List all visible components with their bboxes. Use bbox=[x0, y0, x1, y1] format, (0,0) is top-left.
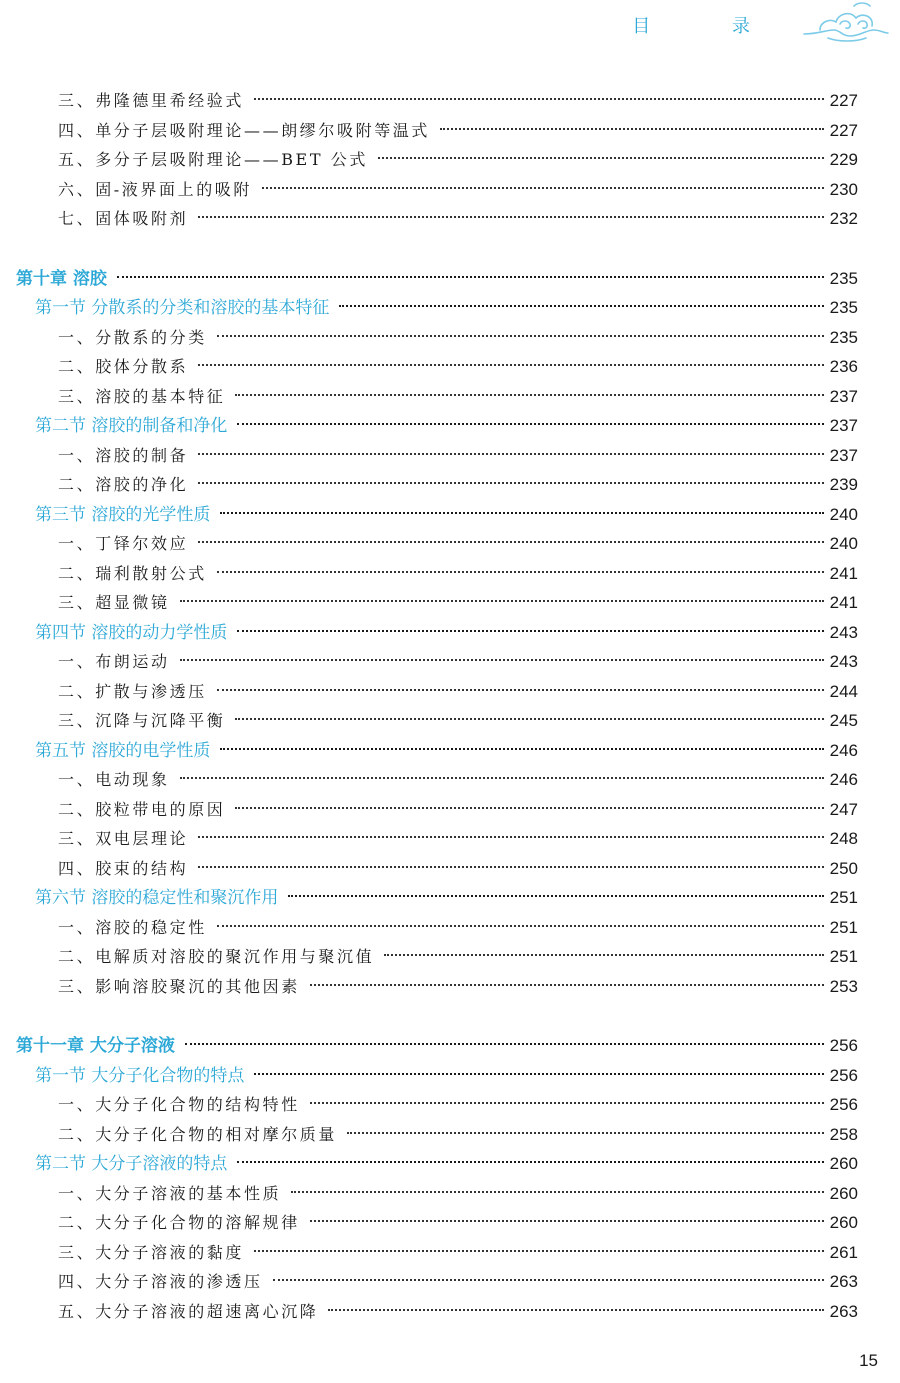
toc-entry-page: 237 bbox=[829, 416, 858, 435]
toc-item-entry[interactable] bbox=[16, 1238, 858, 1268]
dot-leader bbox=[440, 128, 824, 130]
dot-leader bbox=[310, 1220, 824, 1222]
toc-section-entry[interactable] bbox=[16, 1061, 858, 1091]
toc-item-entry[interactable] bbox=[16, 765, 858, 795]
toc-section-entry[interactable] bbox=[16, 736, 858, 766]
dot-leader bbox=[328, 1309, 823, 1311]
toc-entry-page: 237 bbox=[829, 386, 858, 406]
toc-entry-page: 251 bbox=[829, 888, 858, 907]
dot-leader bbox=[198, 836, 823, 838]
dot-leader bbox=[291, 1191, 823, 1193]
toc-item-entry[interactable] bbox=[16, 382, 858, 412]
toc-entry-title: 第四节 溶胶的动力学性质 bbox=[35, 622, 228, 643]
toc-item-entry[interactable] bbox=[16, 352, 858, 382]
toc-entry-title: 第一节 分散系的分类和溶胶的基本特征 bbox=[35, 298, 330, 318]
dot-leader bbox=[198, 541, 823, 543]
toc-entry-page: 230 bbox=[829, 179, 858, 199]
toc-entry-title: 第十章 溶胶 bbox=[16, 268, 107, 289]
dot-leader bbox=[217, 571, 824, 573]
dot-leader bbox=[254, 1250, 824, 1252]
cloud-ornament-icon bbox=[800, 0, 890, 44]
dot-leader bbox=[220, 512, 823, 514]
dot-leader bbox=[235, 394, 823, 396]
toc-entry-title: 一、分散系的分类 bbox=[58, 327, 207, 347]
toc-item-entry[interactable] bbox=[16, 323, 858, 353]
toc-entry-title: 二、大分子化合物的相对摩尔质量 bbox=[58, 1124, 338, 1144]
toc-item-entry[interactable] bbox=[16, 1297, 858, 1327]
dot-leader bbox=[198, 866, 823, 868]
toc-entry-title: 第三节 溶胶的光学性质 bbox=[35, 504, 211, 525]
toc-entry-title: 三、弗隆德里希经验式 bbox=[58, 91, 245, 110]
dot-leader bbox=[217, 689, 824, 691]
toc-item-entry[interactable] bbox=[16, 1090, 858, 1120]
toc-entry-title: 三、双电层理论 bbox=[58, 829, 189, 848]
toc-entry-title: 二、大分子化合物的溶解规律 bbox=[58, 1213, 300, 1232]
toc-entry-title: 一、大分子溶液的基本性质 bbox=[58, 1183, 282, 1203]
toc-section-entry[interactable] bbox=[16, 293, 858, 323]
toc-entry-page: 260 bbox=[829, 1154, 858, 1173]
dot-leader bbox=[185, 1043, 824, 1045]
toc-entry-title: 第六节 溶胶的稳定性和聚沉作用 bbox=[35, 888, 279, 908]
toc-item-entry[interactable] bbox=[16, 1179, 858, 1209]
toc-entry-title: 五、大分子溶液的超速离心沉降 bbox=[58, 1301, 319, 1321]
dot-leader bbox=[237, 1161, 823, 1163]
toc-entry-title: 二、溶胶的净化 bbox=[58, 475, 189, 494]
toc-entry-title: 三、沉降与沉降平衡 bbox=[58, 711, 226, 730]
dot-leader bbox=[217, 335, 824, 337]
toc-entry-title: 三、超显微镜 bbox=[58, 593, 170, 612]
toc-chapter-entry[interactable] bbox=[16, 1031, 858, 1061]
toc-entry-title: 一、丁铎尔效应 bbox=[58, 534, 189, 553]
toc-entry-title: 一、电动现象 bbox=[58, 770, 170, 789]
toc-item-entry[interactable] bbox=[16, 441, 858, 471]
toc-entry-page: 263 bbox=[829, 1272, 858, 1291]
toc-entry-page: 240 bbox=[829, 504, 858, 524]
toc-entry-page: 256 bbox=[829, 1036, 858, 1055]
dot-leader bbox=[237, 630, 823, 632]
toc-entry-page: 253 bbox=[829, 976, 858, 996]
toc-chapter-entry[interactable] bbox=[16, 264, 858, 294]
dot-leader bbox=[180, 777, 824, 779]
toc-entry-page: 240 bbox=[829, 534, 858, 553]
toc-spacer bbox=[16, 1001, 858, 1031]
table-of-contents bbox=[16, 86, 858, 1326]
toc-entry-page: 250 bbox=[829, 858, 858, 878]
toc-entry-title: 一、溶胶的制备 bbox=[58, 445, 189, 465]
toc-entry-title: 七、固体吸附剂 bbox=[58, 209, 189, 228]
dot-leader bbox=[198, 453, 823, 455]
toc-entry-page: 239 bbox=[829, 475, 858, 494]
toc-entry-page: 261 bbox=[829, 1242, 858, 1262]
dot-leader bbox=[310, 1102, 824, 1104]
dot-leader bbox=[117, 276, 824, 278]
toc-entry-title: 三、影响溶胶聚沉的其他因素 bbox=[58, 976, 300, 996]
toc-section-entry[interactable] bbox=[16, 883, 858, 913]
dot-leader bbox=[254, 1073, 823, 1075]
toc-entry-title: 第一节 大分子化合物的特点 bbox=[35, 1065, 245, 1086]
toc-entry-title: 二、胶体分散系 bbox=[58, 357, 189, 376]
toc-item-entry[interactable] bbox=[16, 677, 858, 707]
dot-leader bbox=[254, 98, 824, 100]
toc-entry-page: 251 bbox=[829, 947, 858, 966]
toc-section-entry[interactable] bbox=[16, 500, 858, 530]
toc-entry-page: 236 bbox=[829, 357, 858, 376]
toc-section-entry[interactable] bbox=[16, 618, 858, 648]
toc-section-entry[interactable] bbox=[16, 1149, 858, 1179]
toc-section-entry[interactable] bbox=[16, 411, 858, 441]
dot-leader bbox=[198, 364, 823, 366]
dot-leader bbox=[217, 925, 824, 927]
toc-item-entry[interactable] bbox=[16, 588, 858, 618]
toc-entry-page: 244 bbox=[829, 681, 858, 701]
toc-entry-title: 第二节 大分子溶液的特点 bbox=[35, 1154, 228, 1174]
toc-entry-title: 六、固-液界面上的吸附 bbox=[58, 179, 253, 199]
dot-leader bbox=[288, 895, 823, 897]
toc-entry-page: 247 bbox=[829, 799, 858, 819]
toc-item-entry[interactable] bbox=[16, 647, 858, 677]
toc-entry-title: 三、溶胶的基本特征 bbox=[58, 386, 226, 406]
toc-entry-title: 四、单分子层吸附理论——朗缪尔吸附等温式 bbox=[58, 120, 431, 140]
toc-entry-page: 246 bbox=[829, 770, 858, 789]
toc-entry-page: 229 bbox=[829, 150, 858, 169]
toc-item-entry[interactable] bbox=[16, 854, 858, 884]
dot-leader bbox=[378, 157, 824, 159]
dot-leader bbox=[198, 482, 823, 484]
dot-leader bbox=[237, 423, 823, 425]
toc-item-entry[interactable] bbox=[16, 175, 858, 205]
toc-entry-page: 256 bbox=[829, 1095, 858, 1114]
dot-leader bbox=[384, 954, 823, 956]
dot-leader bbox=[339, 305, 823, 307]
toc-item-entry[interactable] bbox=[16, 972, 858, 1002]
toc-entry-title: 一、布朗运动 bbox=[58, 652, 170, 671]
toc-entry-page: 227 bbox=[829, 120, 858, 140]
toc-item-entry[interactable] bbox=[16, 204, 858, 234]
toc-item-entry[interactable] bbox=[16, 824, 858, 854]
page-header-title: 目 录 bbox=[632, 16, 788, 37]
toc-entry-title: 第二节 溶胶的制备和净化 bbox=[35, 416, 228, 436]
dot-leader bbox=[310, 984, 824, 986]
toc-entry-page: 235 bbox=[829, 268, 858, 288]
dot-leader bbox=[262, 187, 824, 189]
toc-entry-title: 二、胶粒带电的原因 bbox=[58, 799, 226, 819]
dot-leader bbox=[198, 216, 823, 218]
toc-item-entry[interactable] bbox=[16, 470, 858, 500]
toc-entry-title: 四、胶束的结构 bbox=[58, 858, 189, 878]
toc-entry-title: 第十一章 大分子溶液 bbox=[16, 1036, 175, 1056]
dot-leader bbox=[180, 600, 824, 602]
dot-leader bbox=[220, 748, 823, 750]
toc-entry-page: 243 bbox=[829, 622, 858, 642]
toc-item-entry[interactable] bbox=[16, 529, 858, 559]
toc-item-entry[interactable] bbox=[16, 86, 858, 116]
toc-entry-title: 三、大分子溶液的黏度 bbox=[58, 1242, 245, 1262]
toc-item-entry[interactable] bbox=[16, 1267, 858, 1297]
dot-leader bbox=[235, 718, 823, 720]
toc-entry-page: 260 bbox=[829, 1213, 858, 1232]
toc-entry-page: 260 bbox=[829, 1183, 858, 1203]
toc-entry-title: 二、瑞利散射公式 bbox=[58, 563, 207, 583]
toc-entry-title: 第五节 溶胶的电学性质 bbox=[35, 740, 211, 761]
toc-entry-title: 一、溶胶的稳定性 bbox=[58, 917, 207, 937]
toc-entry-page: 235 bbox=[829, 327, 858, 347]
toc-item-entry[interactable] bbox=[16, 116, 858, 146]
toc-item-entry[interactable] bbox=[16, 795, 858, 825]
toc-item-entry[interactable] bbox=[16, 145, 858, 175]
toc-entry-page: 237 bbox=[829, 445, 858, 465]
toc-item-entry[interactable] bbox=[16, 1208, 858, 1238]
toc-entry-page: 235 bbox=[829, 298, 858, 317]
toc-entry-title: 二、扩散与渗透压 bbox=[58, 681, 207, 701]
toc-entry-page: 258 bbox=[829, 1124, 858, 1144]
toc-item-entry[interactable] bbox=[16, 1120, 858, 1150]
toc-spacer bbox=[16, 234, 858, 264]
toc-entry-page: 246 bbox=[829, 740, 858, 760]
toc-entry-page: 227 bbox=[829, 91, 858, 110]
dot-leader bbox=[180, 659, 824, 661]
toc-entry-title: 五、多分子层吸附理论——BET 公式 bbox=[58, 150, 368, 169]
toc-item-entry[interactable] bbox=[16, 913, 858, 943]
toc-item-entry[interactable] bbox=[16, 706, 858, 736]
page-number: 15 bbox=[859, 1351, 878, 1370]
toc-entry-page: 263 bbox=[829, 1301, 858, 1321]
toc-item-entry[interactable] bbox=[16, 559, 858, 589]
toc-entry-page: 256 bbox=[829, 1065, 858, 1085]
dot-leader bbox=[273, 1279, 824, 1281]
toc-entry-page: 241 bbox=[829, 593, 858, 612]
dot-leader bbox=[235, 807, 823, 809]
toc-entry-page: 245 bbox=[829, 711, 858, 730]
toc-item-entry[interactable] bbox=[16, 942, 858, 972]
toc-entry-title: 二、电解质对溶胶的聚沉作用与聚沉值 bbox=[58, 947, 375, 966]
dot-leader bbox=[347, 1132, 824, 1134]
toc-entry-page: 241 bbox=[829, 563, 858, 583]
toc-entry-title: 一、大分子化合物的结构特性 bbox=[58, 1095, 300, 1114]
toc-entry-page: 232 bbox=[829, 209, 858, 228]
toc-entry-page: 248 bbox=[829, 829, 858, 848]
toc-entry-title: 四、大分子溶液的渗透压 bbox=[58, 1272, 263, 1291]
toc-entry-page: 251 bbox=[829, 917, 858, 937]
toc-entry-page: 243 bbox=[829, 652, 858, 671]
